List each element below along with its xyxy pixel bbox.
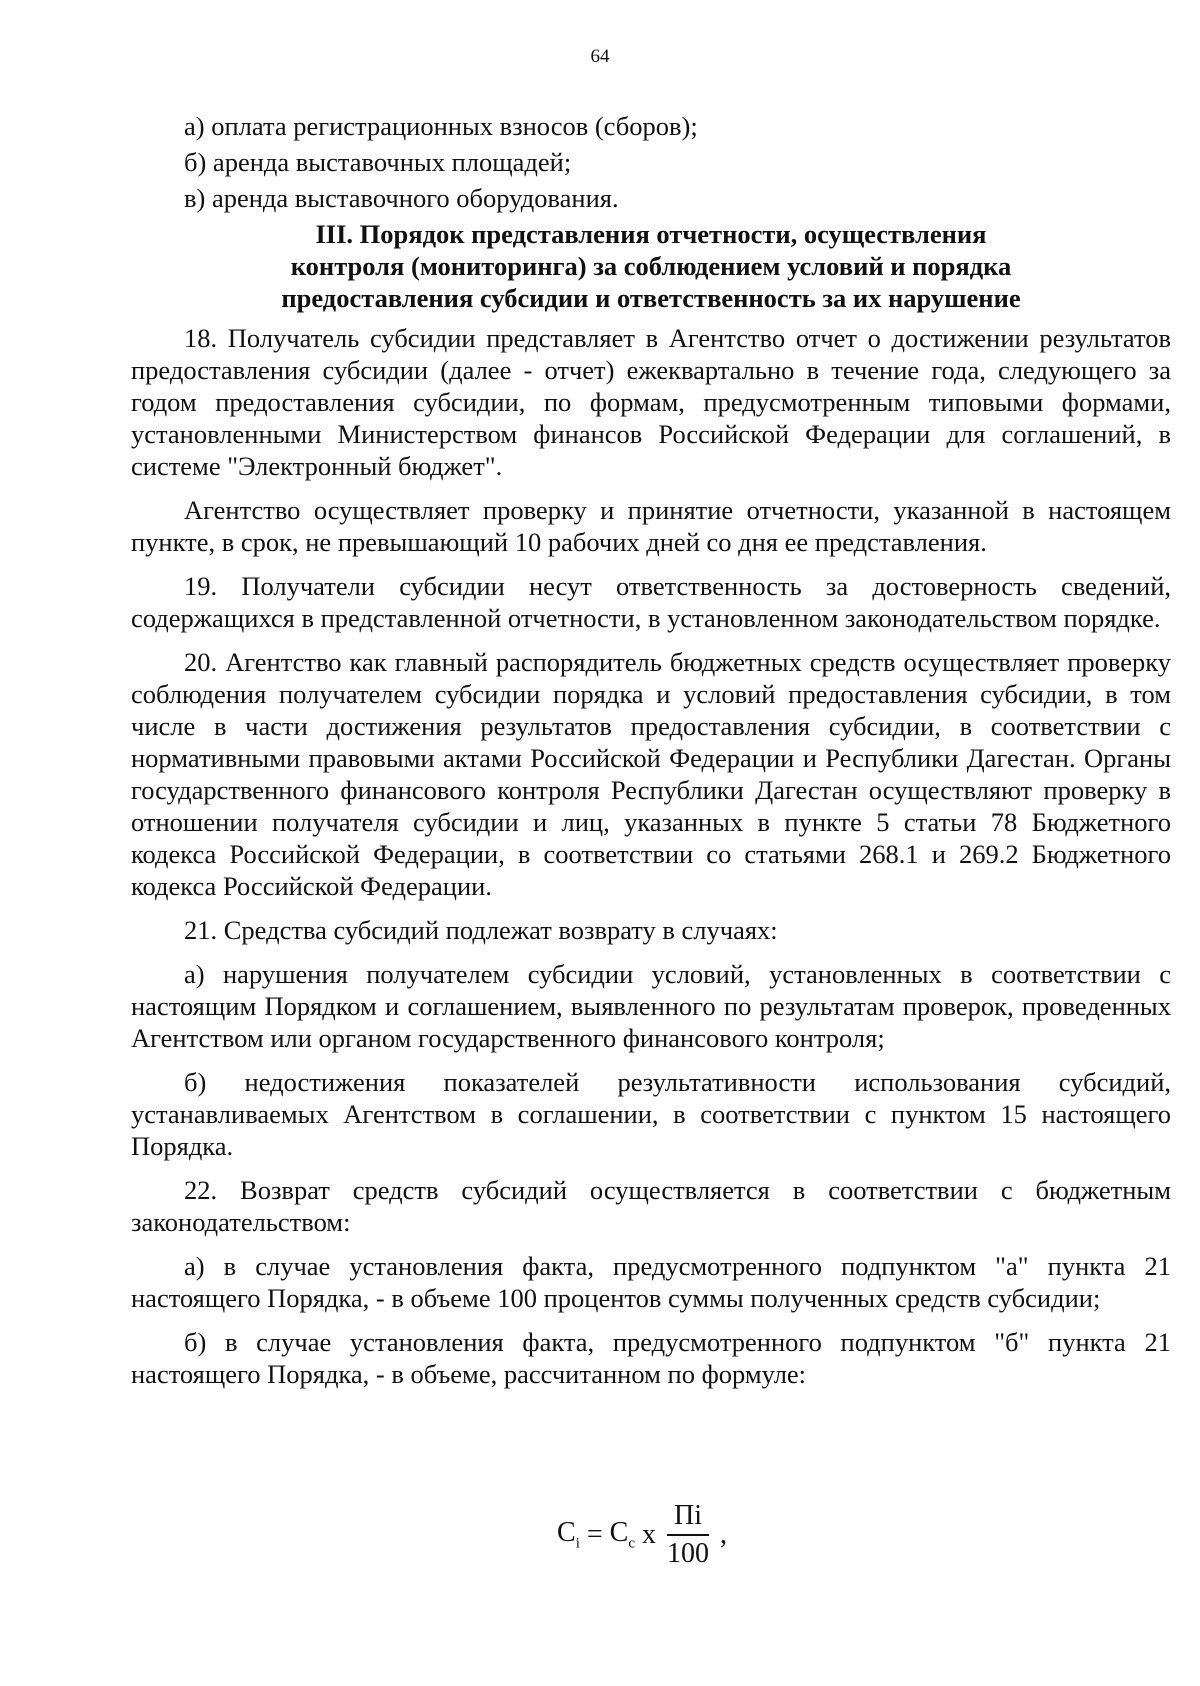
paragraph-21: 21. Средства субсидий подлежат возврату в случаях: bbox=[184, 915, 778, 945]
list-item: б) аренда выставочных площадей; bbox=[184, 147, 572, 177]
paragraph-22-a: а) в случае установления факта, предусмотренного подпунктом "а" пункта 21 настоящего Порядка, - в объеме 100 процентов суммы полученных средств субсидии; bbox=[131, 1251, 1171, 1313]
paragraph-21-a: а) нарушения получателем субсидии условий, установленных в соответствии с настоящим Порядком и соглашением, выявленного по результатам проверок, проведенных Агентством или органом государственного финансового контроля; bbox=[131, 959, 1171, 1053]
formula-fraction bbox=[667, 1500, 709, 1570]
page-number: 64 bbox=[590, 46, 610, 67]
paragraph-22-b: б) в случае установления факта, предусмотренного подпунктом "б" пункта 21 настоящего Порядка, - в объеме, рассчитанном по формуле: bbox=[131, 1327, 1171, 1389]
paragraph-21-b: б) недостижения показателей результативности использования субсидий, устанавливаемых Агентством в соглашении, в соответствии с пунктом 15 настоящего Порядка. bbox=[131, 1067, 1171, 1161]
section-heading-line: III. Порядок представления отчетности, осуществления bbox=[315, 219, 987, 249]
section-heading-line: предоставления субсидии и ответственность за их нарушение bbox=[281, 283, 1021, 313]
formula-numerator: Пi bbox=[667, 1500, 709, 1536]
paragraph-18: 18. Получатель субсидии представляет в Агентство отчет о достижении результатов предоставления субсидии (далее - отчет) ежеквартально в течение года, следующего за годом предоставления субсидии, по формам, предусмотренным типовыми формами, установленными Министерством финансов Российской Федерации для соглашений, в системе "Электронный бюджет". bbox=[131, 323, 1171, 481]
list-item: а) оплата регистрационных взносов (сборов); bbox=[184, 111, 698, 141]
paragraph-18-review: Агентство осуществляет проверку и принятие отчетности, указанной в настоящем пункте, в срок, не превышающий 10 рабочих дней со дня ее представления. bbox=[131, 495, 1171, 557]
formula-times: x bbox=[642, 1519, 657, 1550]
section-heading bbox=[131, 218, 1171, 314]
formula-trailing-comma: , bbox=[720, 1519, 728, 1550]
list-item: в) аренда выставочного оборудования. bbox=[184, 183, 619, 213]
paragraph-22: 22. Возврат средств субсидий осуществляется в соответствии с бюджетным законодательством: bbox=[131, 1175, 1171, 1237]
formula-rhs: $C_c$ bbox=[609, 1517, 636, 1552]
paragraph-19: 19. Получатели субсидии несут ответственность за достоверность сведений, содержащихся в представленной отчетности, в установленном законодательством порядке. bbox=[131, 571, 1171, 633]
formula-denominator: 100 bbox=[667, 1538, 710, 1569]
formula-lhs: $C_i$ bbox=[557, 1517, 580, 1552]
section-heading-line: контроля (мониторинга) за соблюдением условий и порядка bbox=[290, 251, 1012, 281]
document-body bbox=[131, 110, 1171, 1402]
subsidy-formula bbox=[557, 1500, 727, 1570]
formula-equals: = bbox=[586, 1519, 603, 1550]
paragraph-20: 20. Агентство как главный распорядитель бюджетных средств осуществляет проверку соблюдения получателем субсидии порядка и условий предоставления субсидии, в том числе в части достижения результатов предоставления субсидии, в соответствии с нормативными правовыми актами Российской Федерации и Республики Дагестан. Органы государственного финансового контроля Республики Дагестан осуществляют проверку в отношении получателя субсидии и лиц, указанных в пункте 5 статьи 78 Бюджетного кодекса Российской Федерации, в соответствии со статьями 268.1 и 269.2 Бюджетного кодекса Российской Федерации. bbox=[131, 647, 1171, 901]
